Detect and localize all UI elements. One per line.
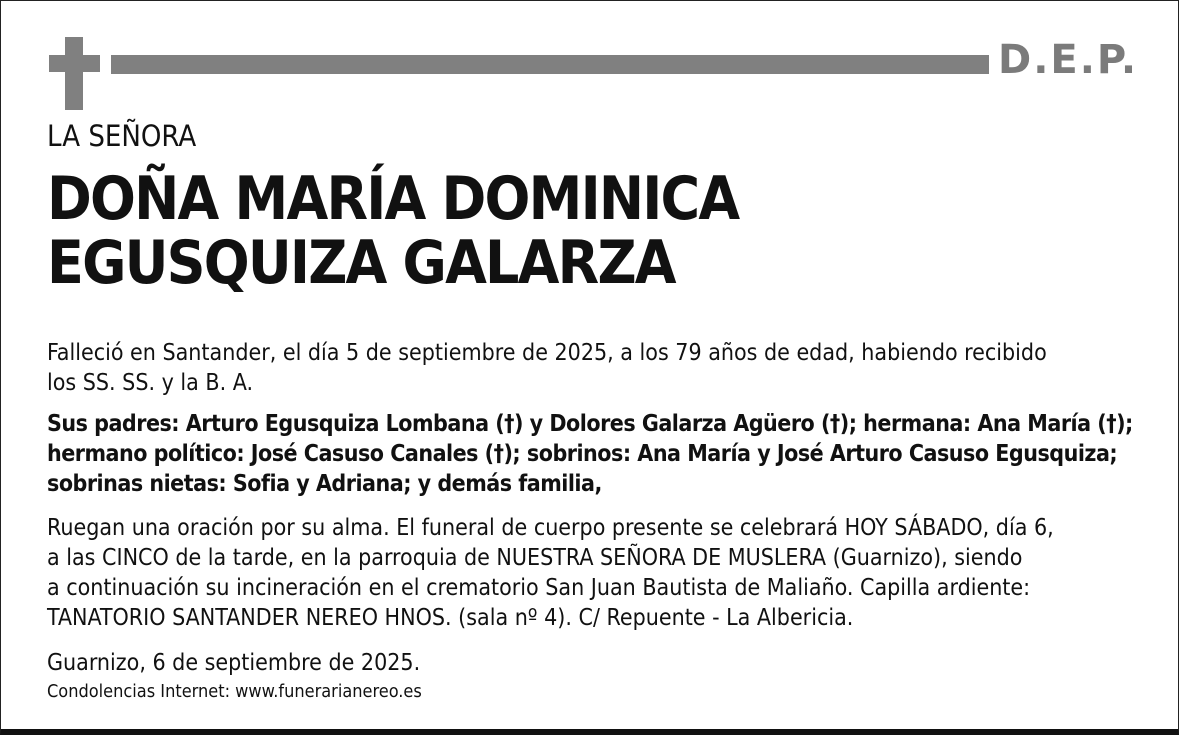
header-rule bbox=[111, 55, 989, 74]
dep-badge: D.E.P. bbox=[998, 37, 1139, 83]
deceased-name-line1: DOÑA MARÍA DOMINICA bbox=[47, 164, 739, 234]
place-date: Guarnizo, 6 de septiembre de 2025. bbox=[47, 650, 421, 676]
service-line: TANATORIO SANTANDER NEREO HNOS. (sala nº 4). C/ Repuente - La Albericia. bbox=[47, 605, 854, 631]
condolences-line: Condolencias Internet: www.funerarianereo.es bbox=[47, 681, 422, 702]
cross-horizontal-bar bbox=[49, 55, 100, 72]
family-line: Sus padres: Arturo Egusquiza Lombana (†) y Dolores Galarza Agüero (†); hermana: Ana María (†); bbox=[47, 411, 1133, 437]
death-paragraph bbox=[47, 338, 1047, 398]
death-line: los SS. SS. y la B. A. bbox=[47, 370, 254, 396]
service-line: Ruegan una oración por su alma. El funeral de cuerpo presente se celebrará HOY SÁBADO, día 6, bbox=[47, 515, 1054, 541]
service-paragraph bbox=[47, 513, 1054, 633]
deceased-prefix: LA SEÑORA bbox=[47, 119, 197, 153]
family-line: hermano político: José Casuso Canales (†); sobrinos: Ana María y José Arturo Casuso Egusquiza; bbox=[47, 441, 1118, 467]
family-line: sobrinas nietas: Sofia y Adriana; y demás familia, bbox=[47, 471, 602, 497]
cross-vertical-bar bbox=[65, 37, 83, 110]
family-paragraph bbox=[47, 409, 1133, 499]
service-line: a continuación su incineración en el crematorio San Juan Bautista de Maliaño. Capilla ardiente: bbox=[47, 575, 1031, 601]
deceased-name-line2: EGUSQUIZA GALARZA bbox=[47, 228, 675, 298]
service-line: a las CINCO de la tarde, en la parroquia de NUESTRA SEÑORA DE MUSLERA (Guarnizo), siendo bbox=[47, 545, 1023, 571]
death-line: Falleció en Santander, el día 5 de septiembre de 2025, a los 79 años de edad, habiendo recibido bbox=[47, 340, 1047, 366]
cross-icon bbox=[49, 37, 100, 110]
